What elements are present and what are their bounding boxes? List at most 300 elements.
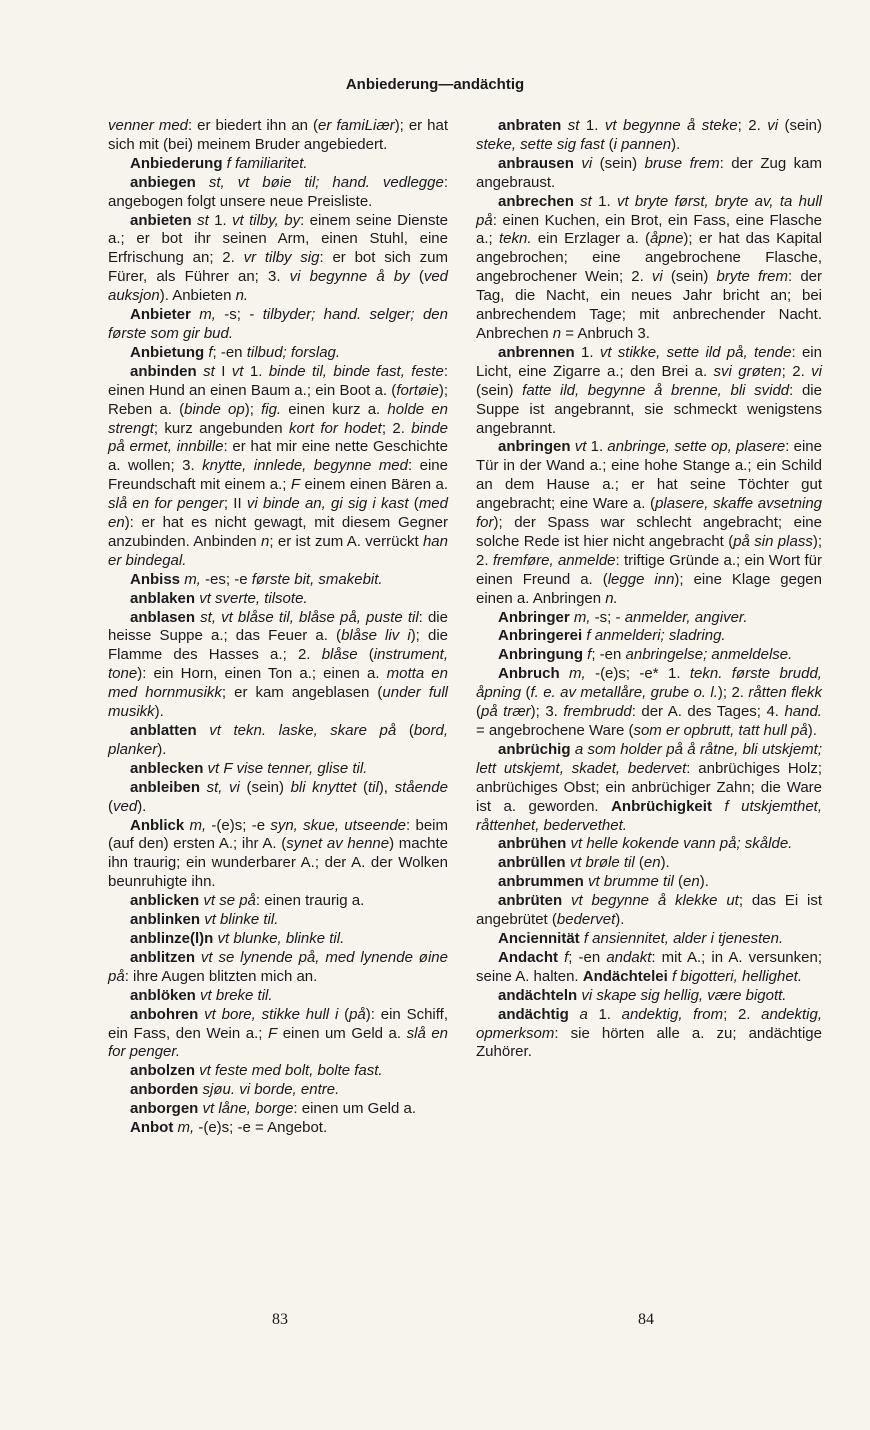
headword: anblinken <box>130 911 205 929</box>
headword: Andächtelei <box>582 967 672 985</box>
entry-text: -(e)s; -e* 1. <box>585 665 690 683</box>
entry-text: 1. <box>581 343 600 361</box>
italic-gloss: anbringe, sette op, plasere <box>607 438 786 456</box>
dictionary-entry <box>476 646 822 665</box>
entry-text: ); die Flamme des Hasses a.; 2. <box>108 627 448 664</box>
italic-gloss: bli knyttet <box>290 778 357 796</box>
dictionary-entry <box>476 949 822 987</box>
entry-text: -s; - <box>590 608 625 626</box>
italic-gloss: vt se på <box>203 892 256 910</box>
italic-gloss: råtten flekk <box>748 684 822 702</box>
italic-gloss: m, <box>569 665 586 683</box>
italic-gloss: f bigotteri, hellighet. <box>671 967 803 985</box>
italic-gloss: første bit, smakebit. <box>251 570 383 588</box>
entry-text: ; II <box>223 495 247 513</box>
italic-gloss: venner med <box>108 117 189 134</box>
entry-text: : er bot sich zum Fürer, als Führer an; 3. <box>108 249 448 286</box>
italic-gloss: sjøu. vi borde, entre. <box>202 1081 340 1099</box>
italic-gloss: vt helle kokende vann på; skålde. <box>570 835 793 853</box>
italic-gloss: knytte, innlede, begynne med <box>202 457 408 475</box>
dictionary-entry <box>476 854 822 873</box>
entry-text: ( <box>521 684 531 702</box>
italic-gloss: en <box>683 873 700 891</box>
entry-text: : der Zug kam angebraust. <box>476 154 822 191</box>
entry-text: ); 3. <box>530 703 564 721</box>
italic-gloss: vt bryte først, bryte av, ta hull på <box>476 192 822 229</box>
entry-text: ); er hat sich mit (bei) meinem Bruder angebiedert. <box>108 117 449 153</box>
italic-gloss: tilbud; forslag. <box>246 343 341 361</box>
italic-gloss: hand. <box>784 703 822 721</box>
italic-gloss: binde til, binde fast, feste <box>268 362 444 380</box>
italic-gloss: f familiaritet. <box>226 154 308 172</box>
entry-text: I <box>214 362 232 380</box>
entry-text: : einem seine Dienste a.; er bot ihr seinen Arm, einen Stuhl, eine Erfrischung an; 2. <box>108 211 448 267</box>
italic-gloss: ved <box>113 797 138 815</box>
entry-text: ; -en <box>568 948 607 966</box>
headword: Anbringer <box>498 608 574 626</box>
italic-gloss: bord, planker <box>108 722 449 758</box>
dictionary-entry <box>108 1100 448 1119</box>
entry-text: ). <box>157 740 167 758</box>
dictionary-entry <box>108 911 448 930</box>
headword: anbrühen <box>498 835 571 853</box>
entry-text: ). <box>671 135 681 153</box>
entry-text: = Anbruch 3. <box>561 324 650 342</box>
entry-text: ; 2. <box>737 117 768 134</box>
entry-text: ( <box>408 495 419 513</box>
headword: anbleiben <box>130 778 207 796</box>
entry-text: ; er kam angeblasen ( <box>221 684 383 702</box>
italic-gloss: kort for hodet <box>288 419 382 437</box>
italic-gloss: motta en med hornmusikk <box>108 665 448 702</box>
italic-gloss: vi <box>581 154 593 172</box>
headword: Anbietung <box>130 343 209 361</box>
headword: anborden <box>130 1081 203 1099</box>
entry-text: ). <box>807 722 817 739</box>
italic-gloss: m, <box>199 306 216 324</box>
entry-text: -es; -e <box>200 570 252 588</box>
entry-text: 1. <box>586 438 608 456</box>
italic-gloss: tekn. første brudd, åpning <box>476 665 822 702</box>
italic-gloss: under full musikk <box>108 684 448 721</box>
italic-gloss: vt breke til. <box>200 986 273 1004</box>
entry-text: ); der Spass war schlecht angebracht; eine solche Rede ist hier nicht angebracht ( <box>476 514 822 550</box>
entry-text: : die Suppe ist angebrannt, sie schmeckt wenigstens angebrannt. <box>476 381 822 437</box>
entry-text: : anbrüchiges Holz; anbrüchiges Obst; ein anbrüchiger Zahn; die Ware ist a. geworden. <box>476 759 822 815</box>
italic-gloss: på sin plass <box>733 532 813 550</box>
headword: anbrausen <box>498 154 582 172</box>
italic-gloss: m, <box>184 570 201 588</box>
entry-text: 1. <box>243 362 269 380</box>
italic-gloss: n <box>552 324 562 342</box>
headword: anborgen <box>130 1100 203 1118</box>
headword: Anbrüchigkeit <box>611 797 725 815</box>
dictionary-entry <box>108 779 448 817</box>
italic-gloss: stående <box>394 778 448 796</box>
dictionary-entry <box>476 987 822 1006</box>
entry-text: : einen Kuchen, ein Brot, ein Fass, eine Flasche a.; <box>476 211 822 248</box>
entry-text: einen um Geld a. <box>277 1024 407 1042</box>
dictionary-entry <box>108 174 448 212</box>
entry-text: : er biedert ihn an ( <box>188 117 319 134</box>
italic-gloss: vt tekn. laske, skare på <box>209 722 397 739</box>
entry-text: ): ein Schiff, ein Fass, den Wein a.; <box>108 1005 448 1042</box>
dictionary-entry <box>108 817 448 893</box>
entry-text: : mit A.; in A. versunken; seine A. halten. <box>476 948 822 985</box>
entry-text: : die heisse Suppe a.; das Feuer a. ( <box>108 608 448 645</box>
entry-text: ; 2. <box>781 362 812 380</box>
page-header: Anbiederung—andächtig <box>345 76 525 93</box>
dictionary-entry <box>108 306 448 344</box>
dictionary-entry <box>108 609 448 722</box>
italic-gloss: vt sverte, tilsote. <box>199 589 308 607</box>
italic-gloss: fatte ild, begynne å brenne, bli svidd <box>522 381 790 399</box>
dictionary-entry <box>476 438 822 608</box>
entry-text: 1. <box>591 192 617 210</box>
headword: Anblick <box>130 816 190 834</box>
italic-gloss: er famiLiær <box>318 117 395 134</box>
entry-text: : eine Tür in der Wand a.; eine hohe Stange a.; ein Schild an dem Hause a.; er hat seine Töchter gut angebracht; eine Ware a. ( <box>476 438 822 513</box>
italic-gloss: m, <box>573 608 591 626</box>
italic-gloss: m, <box>177 1119 195 1137</box>
italic-gloss: st <box>580 192 592 210</box>
entry-text: : der Tag, die Nacht, ein neues Jahr bricht an; bei anbrechendem Tage; mit anbrechender Nacht. Anbrechen <box>476 268 822 342</box>
italic-gloss: holde en strengt <box>108 400 449 437</box>
headword: andächteln <box>498 986 582 1004</box>
italic-gloss: binde på ermet, innbille <box>108 419 448 456</box>
italic-gloss: vi <box>811 362 822 380</box>
italic-gloss: a <box>579 1005 588 1023</box>
italic-gloss: i pannen <box>613 135 672 153</box>
dictionary-entry <box>476 117 822 155</box>
italic-gloss: tilbyder; hand. selger; den første som gir bud. <box>108 306 448 342</box>
entry-text: : einen Hund an einen Baum a.; ein Boot a. ( <box>108 362 448 399</box>
entry-text: ); Reben a. ( <box>108 381 448 418</box>
entry-text: ); <box>244 400 262 418</box>
italic-gloss: på <box>349 1005 366 1023</box>
entry-text: ): er hat es nicht gewagt, mit diesem Gegner anzubinden. Anbinden <box>108 514 448 550</box>
dictionary-entry <box>108 892 448 911</box>
entry-text: ( <box>396 722 414 739</box>
italic-gloss: vt begynne å steke <box>604 117 738 134</box>
headword: anblitzen <box>130 948 201 966</box>
dictionary-entry <box>108 987 448 1006</box>
dictionary-entry <box>476 155 822 193</box>
italic-gloss: som er opbrutt, tatt hull på <box>633 722 808 739</box>
headword: anbieten <box>130 211 198 229</box>
entry-text: : triftige Gründe a.; ein Wort für einen Freund a. ( <box>476 551 822 588</box>
italic-gloss: f ansiennitet, alder i tjenesten. <box>583 929 784 947</box>
entry-text: ; er ist zum A. verrückt <box>269 532 423 550</box>
entry-text: ; das Ei ist angebrütet ( <box>476 892 822 929</box>
italic-gloss: bedervet <box>556 911 616 929</box>
entry-text: ; -en <box>212 343 247 361</box>
entry-text: ); eine Klage gegen einen a. Anbringen <box>476 570 822 607</box>
italic-gloss: f <box>587 646 592 664</box>
italic-gloss: anbringelse; anmeldelse. <box>625 646 793 664</box>
dictionary-entry <box>108 722 448 760</box>
dictionary-entry <box>108 117 448 155</box>
dictionary-entry <box>108 590 448 609</box>
italic-gloss: vi <box>767 117 779 134</box>
dictionary-entry <box>108 212 448 307</box>
italic-gloss: blåse <box>321 646 358 664</box>
entry-text: : angebogen folgt unsere neue Preisliste. <box>108 173 448 210</box>
italic-gloss: F <box>290 476 301 494</box>
headword: Anciennität <box>498 929 584 947</box>
entry-text: einem einen Bären a. <box>300 476 448 494</box>
entry-text: : ihre Augen blitzten mich an. <box>124 967 318 985</box>
entry-text: ( <box>673 873 684 891</box>
entry-text: ( <box>356 778 368 796</box>
entry-text: : sie hörten alle a. zu; andächtige Zuhörer. <box>476 1024 822 1061</box>
italic-gloss: st <box>567 117 580 134</box>
headword: Anbruch <box>498 665 570 683</box>
headword: Anbiss <box>130 570 185 588</box>
dictionary-entry <box>108 930 448 949</box>
italic-gloss: vt se lynende på, med lynende øine på <box>108 948 448 985</box>
headword: anbrüchig <box>498 740 575 758</box>
italic-gloss: bryte frem <box>716 268 789 286</box>
headword: anbrüllen <box>498 854 570 872</box>
italic-gloss: vt brøle til <box>569 854 635 872</box>
italic-gloss: st, vt bøie til; hand. vedlegge <box>208 173 444 191</box>
headword: anblatten <box>130 722 210 739</box>
italic-gloss: vr tilby sig <box>243 249 320 267</box>
entry-text: (sein) <box>778 117 822 134</box>
entry-text: -(e)s; -e <box>206 816 271 834</box>
entry-text: (sein) <box>662 268 717 286</box>
italic-gloss: n. <box>605 589 618 607</box>
italic-gloss: fortøie <box>396 381 439 399</box>
italic-gloss: åpne <box>650 230 684 248</box>
dictionary-entry <box>108 1006 448 1063</box>
italic-gloss: vt feste med bolt, bolte fast. <box>199 1062 383 1080</box>
italic-gloss: instrument, tone <box>108 646 448 683</box>
headword: anbrummen <box>498 873 589 891</box>
italic-gloss: f. e. av metallåre, grube o. l. <box>530 684 718 702</box>
italic-gloss: vt tilby, by <box>232 211 301 229</box>
entry-text: 1. <box>208 211 233 229</box>
entry-text: ). <box>137 797 147 815</box>
italic-gloss: på trær <box>481 703 531 721</box>
entry-text: ( <box>357 646 374 664</box>
entry-text: ; -en <box>591 646 626 664</box>
italic-gloss: steke, sette sig fast <box>476 135 605 153</box>
italic-gloss: legge inn <box>607 570 675 588</box>
headword: anbrennen <box>498 343 581 361</box>
entry-text: (sein) <box>592 154 645 172</box>
headword: anbolzen <box>130 1062 200 1080</box>
dictionary-entry <box>108 1062 448 1081</box>
headword: anblicken <box>130 892 204 910</box>
italic-gloss: frembrudd <box>563 703 632 721</box>
entry-text: -s; - <box>215 306 263 324</box>
italic-gloss: m, <box>189 816 207 834</box>
entry-text: ); er hat das Kapital angebrochen; eine angebrochene Flasche, angebrochener Wein; 2. <box>476 230 822 286</box>
dictionary-entry <box>108 363 448 571</box>
italic-gloss: fremføre, anmelde <box>492 551 616 569</box>
italic-gloss: st <box>197 211 209 229</box>
entry-text: = angebrochene Ware ( <box>476 722 634 739</box>
italic-gloss: andektig, opmerksom <box>476 1005 823 1042</box>
italic-gloss: st <box>203 362 215 380</box>
headword: anbrüten <box>498 892 571 910</box>
italic-gloss: a som holder på å råtne, bli utskjemt; lett utskjemt, skadet, bedervet <box>476 740 822 777</box>
dictionary-entry <box>476 627 822 646</box>
entry-text: : er hat mir eine nette Geschichte a. wollen; 3. <box>108 438 448 475</box>
italic-gloss: slå en for penger. <box>108 1024 449 1061</box>
headword: anblaken <box>130 589 200 607</box>
headword: anbraten <box>498 117 568 134</box>
italic-gloss: andektig, from <box>621 1005 724 1023</box>
entry-text: -(e)s; -e = Angebot. <box>194 1119 328 1137</box>
italic-gloss: vt bore, stikke hull i <box>204 1005 339 1023</box>
italic-gloss: f <box>208 343 213 361</box>
dictionary-entry <box>476 835 822 854</box>
dictionary-entry <box>108 571 448 590</box>
italic-gloss: vi binde an, gi sig i kast <box>246 495 409 513</box>
italic-gloss: vt begynne å klekke ut <box>570 892 739 910</box>
headword: Anbiederung <box>130 154 227 172</box>
headword: anbiegen <box>130 173 209 191</box>
italic-gloss: vt låne, borge <box>202 1100 294 1118</box>
entry-text: ( <box>108 797 113 815</box>
entry-text: ; 2. <box>723 1005 762 1023</box>
entry-text: ). Anbieten <box>159 287 236 305</box>
italic-gloss: n <box>261 532 270 550</box>
dictionary-entry <box>108 1119 448 1138</box>
headword: Anbringerei <box>498 627 587 645</box>
italic-gloss: plasere, skaffe avsetning for <box>476 495 822 532</box>
entry-text: 1. <box>579 117 605 134</box>
entry-text: ). <box>154 703 164 721</box>
italic-gloss: andakt <box>606 948 652 966</box>
italic-gloss: f anmelderi; sladring. <box>586 627 726 645</box>
italic-gloss: vt F vise tenner, glise til. <box>207 759 368 777</box>
entry-text: ). <box>660 854 670 872</box>
dictionary-entry <box>476 1006 822 1063</box>
italic-gloss: vi <box>651 268 663 286</box>
dictionary-entry <box>476 892 822 930</box>
dictionary-entry <box>476 741 822 836</box>
headword: anbringen <box>498 438 575 456</box>
italic-gloss: synet av henne <box>286 835 390 853</box>
entry-text: ( <box>476 703 481 721</box>
entry-text: : ein Licht, eine Zigarre a.; den Brei a. <box>476 343 822 380</box>
headword: Anbieter <box>130 306 200 324</box>
headword: anbinden <box>130 362 204 380</box>
entry-text: ). <box>699 873 709 891</box>
entry-text: (sein) <box>239 778 291 796</box>
italic-gloss: en <box>643 854 661 872</box>
left-column <box>108 117 448 1138</box>
italic-gloss: vt stikke, sette ild på, tende <box>599 343 792 361</box>
italic-gloss: med en <box>108 495 448 532</box>
dictionary-entry <box>108 1081 448 1100</box>
italic-gloss: st, vi <box>206 778 240 796</box>
entry-text: ein Erzlager a. ( <box>531 230 651 248</box>
italic-gloss: F <box>268 1024 278 1042</box>
dictionary-entry <box>476 609 822 628</box>
entry-text: ( <box>338 1005 350 1023</box>
headword: anbrechen <box>498 192 581 210</box>
italic-gloss: n. <box>235 287 249 305</box>
entry-text: (sein) <box>476 381 523 399</box>
italic-gloss: blåse liv i <box>341 627 411 645</box>
entry-text: : beim (auf den) ersten A.; ihr A. ( <box>108 816 448 853</box>
italic-gloss: tekn. <box>498 230 532 248</box>
dictionary-entry <box>476 193 822 344</box>
italic-gloss: til <box>367 778 379 796</box>
entry-text: ( <box>604 135 614 153</box>
entry-text: ): ein Horn, einen Ton a.; einen a. <box>137 665 387 683</box>
headword: andächtig <box>498 1005 580 1023</box>
italic-gloss: vt brumme til <box>588 873 674 891</box>
dictionary-entry <box>108 155 448 174</box>
dictionary-entry <box>108 760 448 779</box>
dictionary-entry <box>476 665 822 741</box>
dictionary-entry <box>476 930 822 949</box>
headword: anblöken <box>130 986 201 1004</box>
dictionary-entry <box>108 344 448 363</box>
italic-gloss: vt blinke til. <box>204 911 279 929</box>
entry-text: : einen um Geld a. <box>293 1100 416 1118</box>
italic-gloss: f utskjemthet, råttenhet, bedervethet. <box>476 797 822 834</box>
dictionary-entry <box>108 949 448 987</box>
dictionary-entry <box>476 873 822 892</box>
entry-text: : einen traurig a. <box>255 892 365 910</box>
italic-gloss: anmelder, angiver. <box>624 608 748 626</box>
entry-text: : eine Freundschaft mit einem a.; <box>108 457 448 494</box>
headword: anblecken <box>130 759 208 777</box>
entry-text: einen kurz a. <box>281 400 388 418</box>
entry-text: ( <box>409 268 424 286</box>
entry-text: ); 2. <box>476 532 822 569</box>
italic-gloss: svi grøten <box>713 362 782 380</box>
entry-text: ) machte ihn traurig; ein wunderbarer A.; der A. der Wolken beunruhigte ihn. <box>108 835 448 891</box>
italic-gloss: bruse frem <box>644 154 720 172</box>
entry-text: ). <box>615 911 625 929</box>
entry-text: ( <box>634 854 644 872</box>
italic-gloss: vt <box>231 362 244 380</box>
italic-gloss: han er bindegal. <box>108 532 448 569</box>
italic-gloss: vt <box>574 438 587 456</box>
entry-text: ); 2. <box>717 684 749 702</box>
italic-gloss: slå en for penger <box>108 495 224 513</box>
page-number-left: 83 <box>272 1311 288 1328</box>
entry-text: ; 2. <box>381 419 412 437</box>
headword: Anbot <box>130 1119 178 1137</box>
italic-gloss: st, vt blåse til, blåse på, puste til <box>200 608 419 626</box>
headword: Andacht <box>498 948 565 966</box>
entry-text: 1. <box>587 1005 622 1023</box>
page-number-right: 84 <box>638 1311 654 1328</box>
italic-gloss: binde op <box>184 400 245 418</box>
italic-gloss: vt blunke, blinke til. <box>217 929 345 947</box>
right-column <box>476 117 822 1062</box>
italic-gloss: ved auksjon <box>108 268 449 305</box>
italic-gloss: f <box>564 948 569 966</box>
headword: anblinze(l)n <box>130 929 218 947</box>
headword: anbohren <box>130 1005 205 1023</box>
italic-gloss: vi begynne å by <box>289 268 410 286</box>
italic-gloss: vi skape sig hellig, være bigott. <box>581 986 787 1004</box>
dictionary-entry <box>476 344 822 439</box>
entry-text: : der A. des Tages; 4. <box>631 703 785 721</box>
italic-gloss: fig. <box>261 400 282 418</box>
headword: Anbringung <box>498 646 588 664</box>
